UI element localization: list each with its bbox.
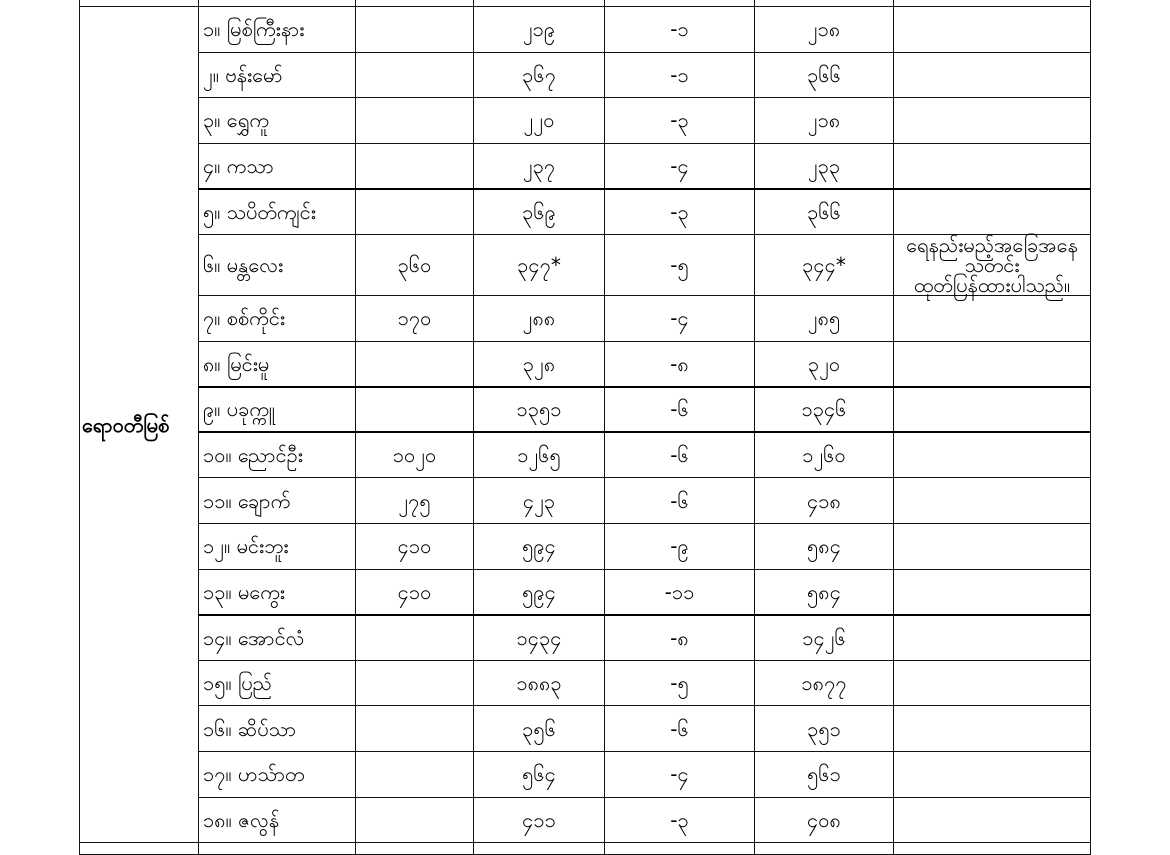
cell bbox=[894, 843, 1091, 855]
value-col-2: ၂၂၀ bbox=[474, 98, 605, 144]
table-row bbox=[80, 387, 1091, 433]
value-col-2: ၁၄၃၄ bbox=[474, 615, 605, 661]
table-row bbox=[80, 706, 1091, 752]
remark-cell bbox=[894, 478, 1091, 524]
value-col-2: ၄၂၃ bbox=[474, 478, 605, 524]
remark-cell bbox=[894, 797, 1091, 843]
table-row-bottom-partial bbox=[80, 843, 1091, 855]
value-col-4: ၅၈၄ bbox=[755, 569, 894, 615]
value-col-2: ၂၁၉ bbox=[474, 7, 605, 53]
table-row bbox=[80, 7, 1091, 53]
value-col-1 bbox=[356, 98, 474, 144]
station-name: ၄။ ကသာ bbox=[199, 143, 356, 189]
value-col-3: -၈ bbox=[605, 615, 755, 661]
value-col-1 bbox=[356, 660, 474, 706]
station-name: ၁၃။ မကွေး bbox=[199, 569, 356, 615]
value-col-1: ၄၁၀ bbox=[356, 523, 474, 569]
value-col-4: ၂၈၅ bbox=[755, 295, 894, 341]
table-row bbox=[80, 295, 1091, 341]
value-col-4: ၁၄၂၆ bbox=[755, 615, 894, 661]
value-col-3: -၁၁ bbox=[605, 569, 755, 615]
station-name: ၁၆။ ဆိပ်သာ bbox=[199, 706, 356, 752]
value-col-4: ၃၄၄* bbox=[755, 234, 894, 295]
value-col-3: -၁ bbox=[605, 52, 755, 98]
value-col-2: ၂၈၈ bbox=[474, 295, 605, 341]
remark-cell bbox=[894, 569, 1091, 615]
station-name: ၉။ ပခုက္ကူ bbox=[199, 387, 356, 433]
table-row bbox=[80, 797, 1091, 843]
value-col-4: ၄၀၈ bbox=[755, 797, 894, 843]
value-col-2: ၁၂၆၅ bbox=[474, 432, 605, 478]
value-col-1 bbox=[356, 52, 474, 98]
region-label: ရောဝတီမြစ် bbox=[80, 7, 199, 843]
remark-cell bbox=[894, 234, 1091, 295]
cell bbox=[356, 843, 474, 855]
value-col-1 bbox=[356, 751, 474, 797]
station-name: ၁၅။ ပြည် bbox=[199, 660, 356, 706]
value-col-3: -၆ bbox=[605, 706, 755, 752]
station-name: ၈။ မြင်းမူ bbox=[199, 341, 356, 387]
value-col-4: ၂၁၈ bbox=[755, 98, 894, 144]
station-name: ၁။ မြစ်ကြီးနား bbox=[199, 7, 356, 53]
remark-cell bbox=[894, 98, 1091, 144]
table-row bbox=[80, 523, 1091, 569]
value-col-2: ၃၄၇* bbox=[474, 234, 605, 295]
remark-cell bbox=[894, 660, 1091, 706]
cell bbox=[199, 843, 356, 855]
value-col-1 bbox=[356, 615, 474, 661]
station-name: ၁၂။ မင်းဘူး bbox=[199, 523, 356, 569]
value-col-3: -၉ bbox=[605, 523, 755, 569]
value-col-1: ၁၇၀ bbox=[356, 295, 474, 341]
value-col-3: -၁ bbox=[605, 7, 755, 53]
value-col-1: ၁၀၂၀ bbox=[356, 432, 474, 478]
value-col-3: -၆ bbox=[605, 432, 755, 478]
station-name: ၅။ သပိတ်ကျင်း bbox=[199, 189, 356, 235]
value-col-2: ၅၉၄ bbox=[474, 523, 605, 569]
station-name: ၁၇။ ဟသ်ာတ bbox=[199, 751, 356, 797]
remark-line: ထုတ်ပြန်ထားပါသည်။ bbox=[913, 272, 1071, 297]
value-col-1 bbox=[356, 341, 474, 387]
value-col-1: ၄၁၀ bbox=[356, 569, 474, 615]
remark-cell bbox=[894, 7, 1091, 53]
value-col-4: ၅၆၁ bbox=[755, 751, 894, 797]
cell bbox=[605, 843, 755, 855]
station-name: ၂။ ဗန်းမော် bbox=[199, 52, 356, 98]
value-col-3: -၃ bbox=[605, 797, 755, 843]
value-col-4: ၁၃၄၆ bbox=[755, 387, 894, 433]
value-col-1 bbox=[356, 797, 474, 843]
remark-cell bbox=[894, 432, 1091, 478]
value-col-1 bbox=[356, 706, 474, 752]
value-col-3: -၈ bbox=[605, 341, 755, 387]
value-col-1 bbox=[356, 7, 474, 53]
value-col-2: ၁၃၅၁ bbox=[474, 387, 605, 433]
table-row bbox=[80, 143, 1091, 189]
value-col-2: ၄၁၁ bbox=[474, 797, 605, 843]
value-col-3: -၅ bbox=[605, 234, 755, 295]
value-col-4: ၁၈၇၇ bbox=[755, 660, 894, 706]
value-col-3: -၄ bbox=[605, 295, 755, 341]
remark-cell bbox=[894, 295, 1091, 341]
value-col-3: -၃ bbox=[605, 189, 755, 235]
value-col-2: ၁၈၈၃ bbox=[474, 660, 605, 706]
station-name: ၁၄။ အောင်လံ bbox=[199, 615, 356, 661]
table-row bbox=[80, 52, 1091, 98]
station-name: ၃။ ရွှေကူ bbox=[199, 98, 356, 144]
table-row bbox=[80, 569, 1091, 615]
cell bbox=[80, 843, 199, 855]
value-col-2: ၂၃၇ bbox=[474, 143, 605, 189]
table-row bbox=[80, 660, 1091, 706]
value-col-1 bbox=[356, 143, 474, 189]
remark-cell bbox=[894, 387, 1091, 433]
value-col-2: ၃၂၈ bbox=[474, 341, 605, 387]
table-row bbox=[80, 341, 1091, 387]
value-col-3: -၆ bbox=[605, 387, 755, 433]
value-col-4: ၄၁၈ bbox=[755, 478, 894, 524]
remark-line: ရေနည်းမည့်အခြေအနေသတင်း bbox=[906, 232, 1078, 277]
cell bbox=[755, 843, 894, 855]
value-col-4: ၃၆၆ bbox=[755, 52, 894, 98]
value-col-1: ၃၆၀ bbox=[356, 234, 474, 295]
station-name: ၇။ စစ်ကိုင်း bbox=[199, 295, 356, 341]
station-name: ၁၀။ ညောင်ဦး bbox=[199, 432, 356, 478]
remark-cell bbox=[894, 615, 1091, 661]
value-col-3: -၃ bbox=[605, 98, 755, 144]
value-col-1 bbox=[356, 387, 474, 433]
value-col-2: ၅၉၄ bbox=[474, 569, 605, 615]
value-col-4: ၂၁၈ bbox=[755, 7, 894, 53]
table-row bbox=[80, 615, 1091, 661]
value-col-2: ၃၅၆ bbox=[474, 706, 605, 752]
value-col-4: ၅၈၄ bbox=[755, 523, 894, 569]
table-row bbox=[80, 478, 1091, 524]
table-row bbox=[80, 98, 1091, 144]
value-col-4: ၃၅၁ bbox=[755, 706, 894, 752]
remark-cell bbox=[894, 751, 1091, 797]
value-col-3: -၄ bbox=[605, 751, 755, 797]
remark-cell bbox=[894, 52, 1091, 98]
value-col-4: ၁၂၆၀ bbox=[755, 432, 894, 478]
value-col-1 bbox=[356, 189, 474, 235]
remark-cell bbox=[894, 189, 1091, 235]
value-col-3: -၅ bbox=[605, 660, 755, 706]
remark-cell bbox=[894, 706, 1091, 752]
table-row bbox=[80, 751, 1091, 797]
station-name: ၆။ မန္တလေး bbox=[199, 234, 356, 295]
value-col-2: ၃၆၇ bbox=[474, 52, 605, 98]
station-name: ၁၁။ ချောက် bbox=[199, 478, 356, 524]
remark-cell bbox=[894, 341, 1091, 387]
table-row bbox=[80, 234, 1091, 295]
remark-cell bbox=[894, 523, 1091, 569]
remark-cell bbox=[894, 143, 1091, 189]
table-row bbox=[80, 189, 1091, 235]
cell bbox=[474, 843, 605, 855]
station-name: ၁၈။ ဇလွန် bbox=[199, 797, 356, 843]
value-col-2: ၅၆၄ bbox=[474, 751, 605, 797]
value-col-3: -၆ bbox=[605, 478, 755, 524]
value-col-3: -၄ bbox=[605, 143, 755, 189]
table-row bbox=[80, 432, 1091, 478]
table-body bbox=[80, 0, 1091, 855]
value-col-1: ၂၇၅ bbox=[356, 478, 474, 524]
river-level-table bbox=[79, 0, 1091, 855]
value-col-4: ၃၆၆ bbox=[755, 189, 894, 235]
value-col-4: ၃၂၀ bbox=[755, 341, 894, 387]
value-col-4: ၂၃၃ bbox=[755, 143, 894, 189]
value-col-2: ၃၆၉ bbox=[474, 189, 605, 235]
